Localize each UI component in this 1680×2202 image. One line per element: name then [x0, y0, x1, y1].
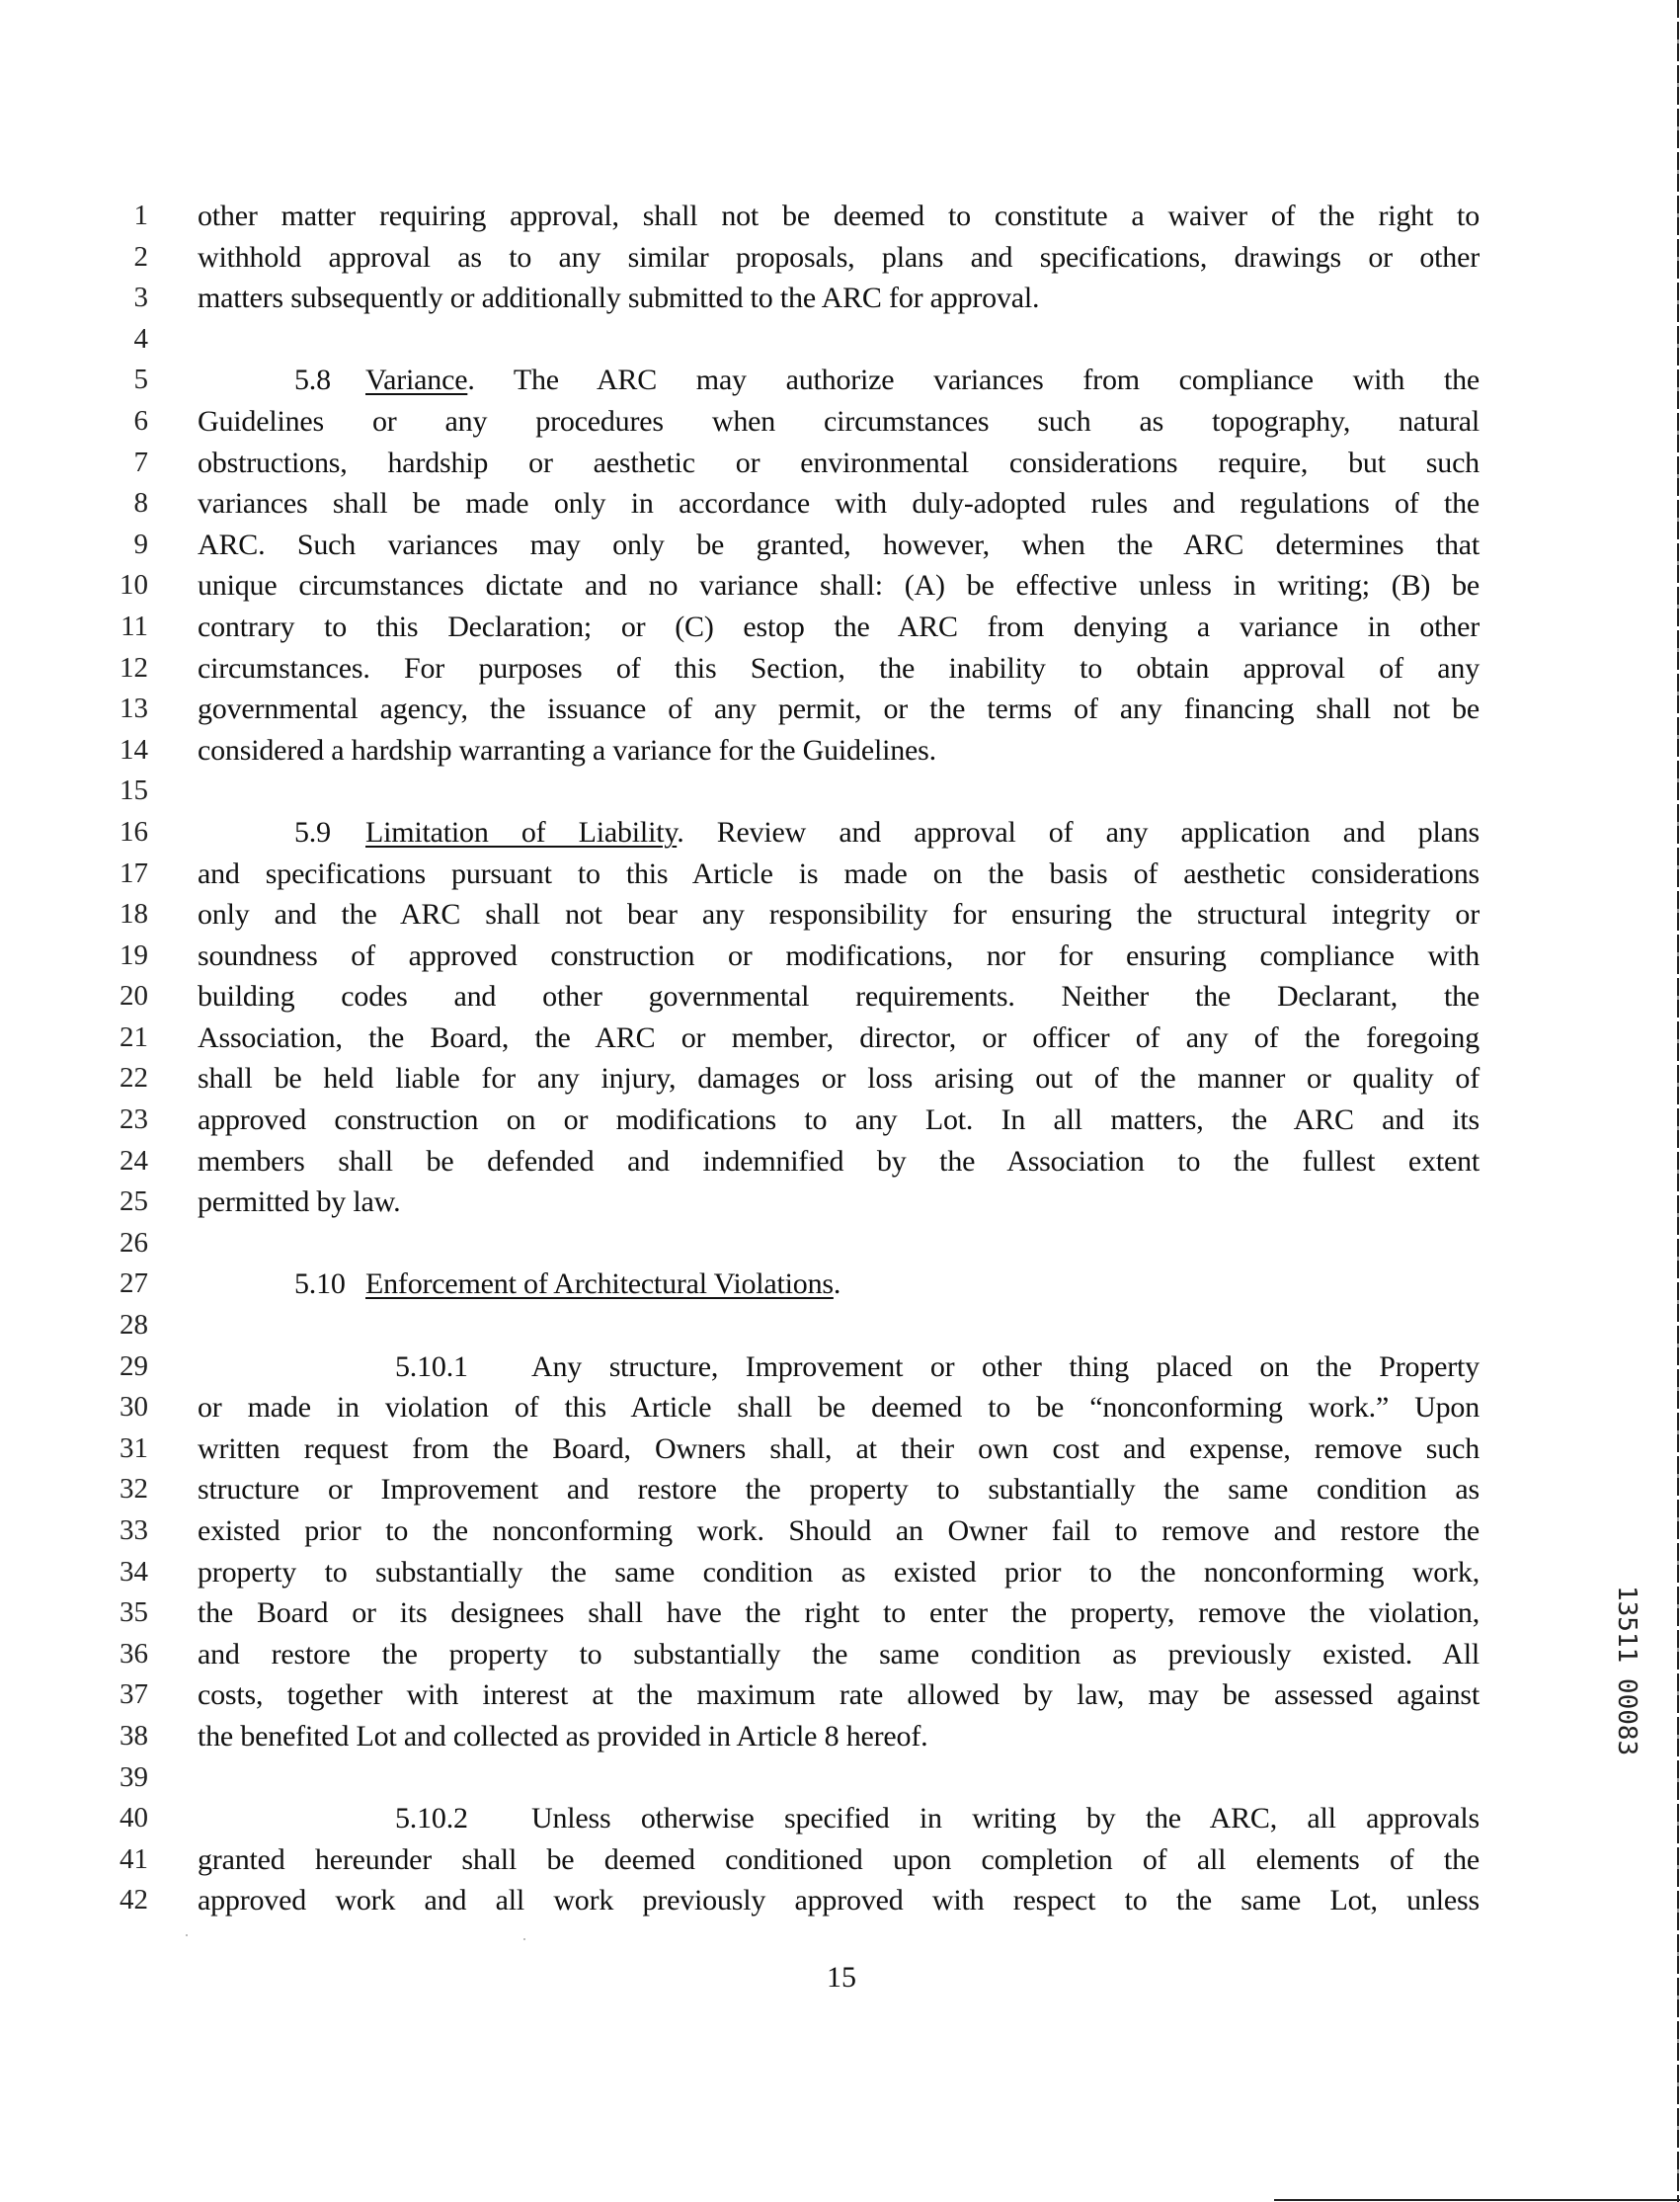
subsection-5-10-1-line — [198, 1346, 1480, 1388]
line-number: 14 — [120, 733, 148, 766]
line-text: Any structure, Improvement or other thing placed on the Property — [531, 1349, 1480, 1383]
document-line — [0, 648, 1680, 690]
line-number: 19 — [120, 938, 148, 971]
document-line — [0, 1510, 1680, 1552]
line-number: 8 — [133, 487, 148, 520]
line-number: 18 — [120, 898, 148, 931]
document-line — [0, 730, 1680, 772]
line-number: 17 — [120, 856, 148, 889]
line-number: 36 — [120, 1637, 148, 1670]
line-number: 38 — [120, 1719, 148, 1752]
line-text: shall be held liable for any injury, damages or loss arising out of the manner or quality of — [198, 1062, 1480, 1096]
line-text: Association, the Board, the ARC or member, director, or officer of any of the foregoing — [198, 1020, 1480, 1054]
line-text: considered a hardship warranting a variance for the Guidelines. — [198, 733, 936, 767]
section-heading: Limitation of Liability — [365, 815, 678, 849]
line-text: approved construction on or modifications to any Lot. In all matters, the ARC and its — [198, 1103, 1480, 1137]
line-text: ARC. Such variances may only be granted, however, when the ARC determines that — [198, 528, 1480, 561]
section-number: 5.10 — [294, 1267, 346, 1301]
line-number: 31 — [120, 1431, 148, 1464]
line-text: permitted by law. — [198, 1185, 401, 1219]
line-text: unique circumstances dictate and no variance shall: (A) be effective unless in writing; (B) be — [198, 569, 1480, 603]
line-text: soundness of approved construction or modifications, nor for ensuring compliance with — [198, 938, 1480, 972]
subsection-number: 5.10.1 — [395, 1349, 468, 1383]
line-number: 20 — [120, 980, 148, 1013]
document-line — [0, 1880, 1680, 1921]
line-text: variances shall be made only in accordance with duly-adopted rules and regulations of the — [198, 487, 1480, 521]
line-number: 26 — [120, 1226, 148, 1259]
line-number: 3 — [133, 282, 148, 314]
document-line — [0, 1552, 1680, 1593]
section-heading: Enforcement of Architectural Violations — [365, 1267, 834, 1301]
line-text: circumstances. For purposes of this Section, the inability to obtain approval of any — [198, 651, 1480, 685]
line-number: 22 — [120, 1062, 148, 1095]
document-line — [0, 1798, 1680, 1839]
document-line — [0, 525, 1680, 566]
document-line — [0, 443, 1680, 484]
line-text: governmental agency, the issuance of any permit, or the terms of any financing shall not be — [198, 693, 1480, 726]
document-line — [0, 1674, 1680, 1716]
line-text: . The ARC may authorize variances from compliance with the — [467, 364, 1480, 397]
line-text: structure or Improvement and restore the property to substantially the same condition as — [198, 1473, 1480, 1507]
document-line — [0, 565, 1680, 607]
line-number: 25 — [120, 1185, 148, 1218]
line-number: 27 — [120, 1267, 148, 1300]
line-text: written request from the Board, Owners shall, at their own cost and expense, remove such — [198, 1431, 1480, 1465]
line-text: the benefited Lot and collected as provided in Article 8 hereof. — [198, 1719, 928, 1753]
document-line — [0, 771, 1680, 812]
line-number: 41 — [120, 1842, 148, 1875]
line-number: 13 — [120, 693, 148, 725]
line-text: property to substantially the same condition as existed prior to the nonconforming work, — [198, 1555, 1480, 1589]
line-number: 15 — [120, 775, 148, 807]
line-number: 16 — [120, 815, 148, 848]
line-text: costs, together with interest at the maximum rate allowed by law, may be assessed against — [198, 1678, 1480, 1712]
line-text: . — [833, 1267, 841, 1301]
document-line — [0, 1100, 1680, 1141]
document-line — [0, 196, 1680, 237]
document-line — [0, 1223, 1680, 1264]
line-number: 4 — [133, 322, 148, 355]
scan-speck — [186, 1934, 188, 1936]
line-number: 35 — [120, 1596, 148, 1629]
section-number: 5.8 — [294, 364, 331, 397]
line-text: . Review and approval of any application and plans — [677, 815, 1480, 849]
line-text: building codes and other governmental requirements. Neither the Declarant, the — [198, 980, 1480, 1014]
subsection-5-10-2-line — [198, 1798, 1480, 1839]
document-id-stamp: 13511 00083 — [1612, 1586, 1641, 1756]
line-number: 11 — [120, 610, 148, 642]
document-line — [0, 1305, 1680, 1346]
document-line — [0, 1141, 1680, 1183]
line-text: Unless otherwise specified in writing by the ARC, all approvals — [531, 1802, 1480, 1835]
document-line — [0, 1182, 1680, 1223]
document-line — [0, 1469, 1680, 1510]
document-line — [0, 1592, 1680, 1634]
line-number: 42 — [120, 1884, 148, 1917]
document-line — [0, 483, 1680, 525]
line-text: contrary to this Declaration; or (C) estop the ARC from denying a variance in other — [198, 610, 1480, 643]
line-numbered-body — [0, 196, 1680, 1921]
line-number: 33 — [120, 1514, 148, 1546]
line-number: 9 — [133, 528, 148, 560]
line-text: the Board or its designees shall have the right to enter the property, remove the violation, — [198, 1596, 1480, 1630]
scan-speck — [523, 1938, 525, 1940]
line-text: other matter requiring approval, shall not be deemed to constitute a waiver of the right to — [198, 200, 1480, 232]
line-number: 2 — [133, 240, 148, 273]
section-number: 5.9 — [294, 815, 331, 849]
document-line — [0, 894, 1680, 936]
scan-edge-bottom-border — [1274, 2199, 1680, 2201]
line-number: 37 — [120, 1678, 148, 1711]
line-number: 29 — [120, 1349, 148, 1382]
line-number: 24 — [120, 1144, 148, 1177]
scan-edge-right-border — [1677, 0, 1679, 2202]
line-text: withhold approval as to any similar proposals, plans and specifications, drawings or other — [198, 240, 1480, 274]
document-line — [0, 1058, 1680, 1100]
document-line — [0, 360, 1680, 401]
line-text: matters subsequently or additionally submitted to the ARC for approval. — [198, 282, 1040, 315]
document-line — [0, 1387, 1680, 1428]
line-number: 5 — [133, 364, 148, 396]
document-line — [0, 319, 1680, 361]
document-line — [0, 812, 1680, 854]
line-number: 6 — [133, 404, 148, 437]
section-heading: Variance — [365, 364, 468, 397]
document-line — [0, 1018, 1680, 1059]
document-line — [0, 278, 1680, 319]
document-line — [0, 976, 1680, 1018]
line-number: 10 — [120, 569, 148, 602]
line-number: 21 — [120, 1020, 148, 1053]
document-line — [0, 401, 1680, 443]
line-number: 28 — [120, 1309, 148, 1342]
line-text: and specifications pursuant to this Article is made on the basis of aesthetic considerations — [198, 856, 1480, 890]
line-text: Guidelines or any procedures when circumstances such as topography, natural — [198, 404, 1480, 438]
line-text: or made in violation of this Article shall be deemed to be “nonconforming work.” Upon — [198, 1391, 1480, 1425]
document-line — [0, 689, 1680, 730]
document-line — [0, 237, 1680, 279]
document-line — [0, 1716, 1680, 1757]
subsection-number: 5.10.2 — [395, 1802, 468, 1835]
document-line — [0, 1757, 1680, 1799]
document-line — [0, 854, 1680, 895]
document-line — [0, 1428, 1680, 1470]
line-number: 34 — [120, 1555, 148, 1588]
line-text: members shall be defended and indemnified by the Association to the fullest extent — [198, 1144, 1480, 1178]
line-number: 7 — [133, 446, 148, 478]
line-text: approved work and all work previously approved with respect to the same Lot, unless — [198, 1884, 1480, 1917]
line-number: 32 — [120, 1473, 148, 1506]
line-text: granted hereunder shall be deemed conditioned upon completion of all elements of the — [198, 1842, 1480, 1876]
document-line — [0, 607, 1680, 648]
document-line — [0, 1346, 1680, 1388]
document-line — [0, 936, 1680, 977]
document-line — [0, 1264, 1680, 1305]
section-5-9-heading-line — [198, 812, 1480, 854]
document-line — [0, 1839, 1680, 1881]
line-number: 30 — [120, 1391, 148, 1424]
line-number: 12 — [120, 651, 148, 684]
line-number: 40 — [120, 1802, 148, 1835]
page-number: 15 — [827, 1961, 856, 1994]
line-text: existed prior to the nonconforming work. Should an Owner fail to remove and restore the — [198, 1514, 1480, 1547]
line-number: 39 — [120, 1760, 148, 1793]
line-number: 1 — [133, 200, 148, 231]
line-text: obstructions, hardship or aesthetic or environmental considerations require, but such — [198, 446, 1480, 479]
line-text: and restore the property to substantially the same condition as previously existed. All — [198, 1637, 1480, 1671]
line-text: only and the ARC shall not bear any responsibility for ensuring the structural integrity or — [198, 898, 1480, 932]
section-5-10-heading-line — [198, 1264, 1480, 1305]
line-number: 23 — [120, 1103, 148, 1136]
document-line — [0, 1634, 1680, 1675]
section-5-8-heading-line — [198, 360, 1480, 401]
